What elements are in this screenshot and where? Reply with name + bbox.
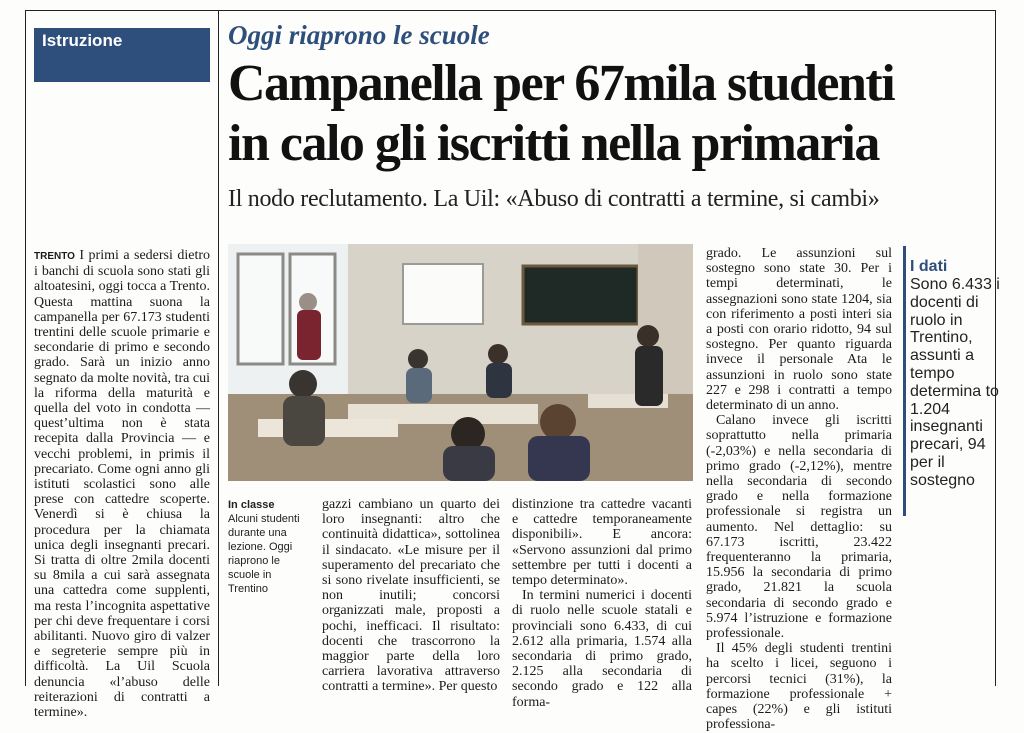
paragraph-text: I primi a sedersi dietro i banchi di scuola sono stati gli altoatesini, oggi tocca a Trento. Questa mattina suona la campanella per 67.173 studenti trentini delle scuole primarie e secondarie di primo e secondo grado. Sarà un inizio anno segnato da molte novità, tra cui la riforma della maturità e quella del voto in condotta — quest’ultima non è stata recepita dalla Provincia — e vecchi problemi, in primis il precariato. Come ogni anno gli istituti scolastici sono alle prese con cattedre scoperte. Venerdì si è chiusa la procedura per la chiamata unica degli insegnanti precari. Si tratta di oltre 2mila docenti su 8mila a cui sarà assegnata una cattedra come supplenti, ma resta l’incognita aspettative per chi deve frequentare i corsi abilitanti. Nuovo giro di valzer e segreterie sempre più in difficoltà. La Uil Scuola denuncia «l’abuso delle reiterazioni di contratti a termine». [34,248,210,721]
data-box [903,246,1000,516]
paragraph: gazzi cambiano un quarto dei loro insegnanti: altro che continuità didattica», sottolinea il sindacato. «Le misure per il superamento del precariato che si sono rivelate insufficienti, se non inutili; concorsi organizzati male, proposti a pochi, inefficaci. Il risultato: docenti che trascorrono la maggior parte della loro carriera lavorativa attraverso contratti a termine». Per questo [322,497,500,695]
kicker: Oggi riaprono le scuole [228,20,490,50]
article-column-1 [34,248,210,721]
page-left-rule [25,10,26,686]
headline-line-2: in calo gli iscritti nella primaria [228,115,879,172]
paragraph: Il 45% degli studenti trentini ha scelto i licei, seguono i percorsi tecnici (31%), la formazione professionale + capes (22%) e gli istituti professiona- [706,641,892,733]
data-box-title: I dati [910,258,948,275]
section-label-text: Istruzione [42,31,123,50]
page-top-rule [25,10,996,11]
subheadline: Il nodo reclutamento. La Uil: «Abuso di contratti a termine, si cambi» [228,186,880,212]
caption-title: In classe [228,499,275,511]
article-column-3 [512,497,692,710]
column-rule [218,10,219,686]
headline-line-1: Campanella per 67mila studenti [228,55,895,112]
classroom-photo [228,244,693,481]
dateline: TRENTO [34,251,75,262]
paragraph: grado. Le assunzioni sul sostegno sono state 30. Per i tempi determinati, le assegnazioni sono state 1204, sia con riferimento a posti interi sia a posti con orario ridotto, 94 sul sostegno. Per quanto riguarda invece il personale Ata le assunzioni in ruolo sono state 227 e 298 i contratti a tempo determinato di un anno. [706,246,892,414]
paragraph: In termini numerici i docenti di ruolo nelle scuole statali e provinciali sono 6.433, di cui 2.612 alla primaria, 1.574 alla secondaria di primo grado, 2.125 alla secondaria di secondo grado e 122 alla forma- [512,588,692,710]
data-box-text: Sono 6.433 i docenti di ruolo in Trentino, assunti a tempo determina to 1.204 insegnanti precari, 94 per il sostegno [910,276,1000,489]
caption-text: Alcuni studenti durante una lezione. Oggi riaprono le scuole in Trentino [228,513,300,595]
classroom-photo-illustration [228,244,693,481]
article-column-4 [706,246,892,733]
paragraph: distinzione tra cattedre vacanti e cattedre temporaneamente disponibili». E ancora: «Servono assunzioni dal primo settembre per tutti i docenti a tempo determinato». [512,497,692,589]
paragraph [34,248,210,720]
section-label [34,28,210,82]
article-column-2 [322,497,500,695]
paragraph: Calano invece gli iscritti soprattutto nella primaria (-2,03%) e nella secondaria di primo grado (-2,12%), mentre nella secondaria di secondo grado e nella formazione professionale si registra un aumento. Nel dettaglio: su 67.173 iscritti, 23.422 frequenteranno la primaria, 15.956 la secondaria di primo grado, 21.821 la scuola secondaria di secondo grado e 5.974 l’istruzione e formazione professionale. [706,413,892,642]
photo-caption [228,498,310,596]
